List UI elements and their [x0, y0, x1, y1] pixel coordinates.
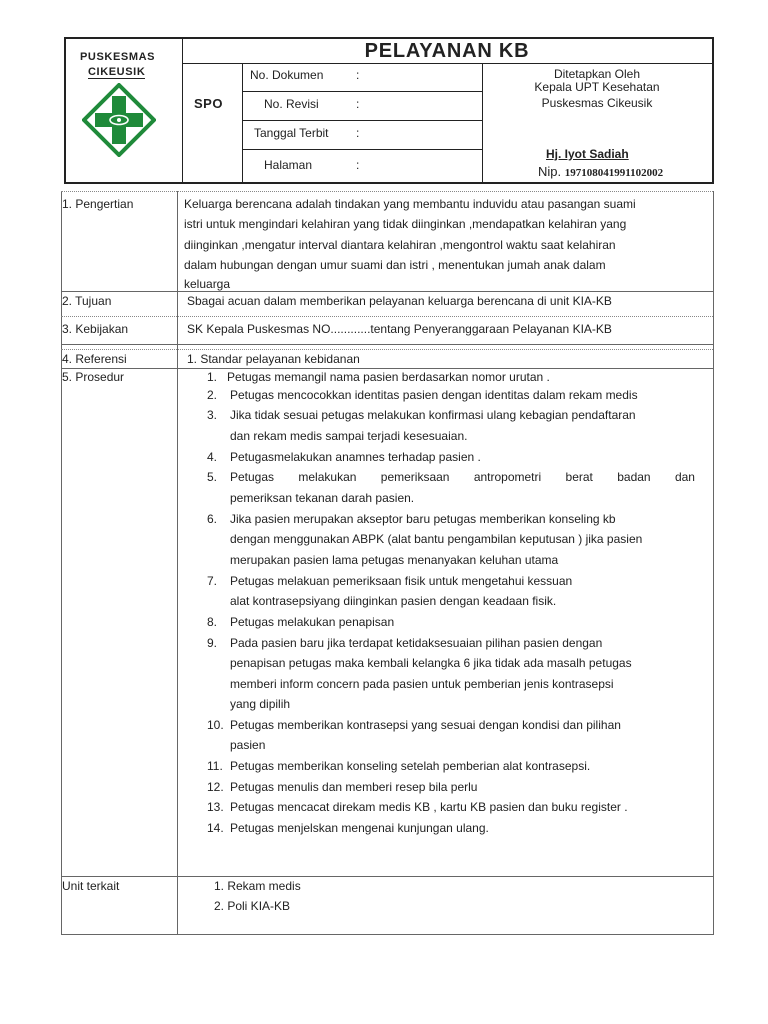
org-cell [66, 39, 183, 182]
row-divider [61, 316, 713, 317]
nip-label: Nip. [538, 164, 562, 179]
step-text: Jika tidak sesuai petugas melakukan konfirmasi ulang kebagian pendaftaran [230, 408, 636, 422]
pengertian-line: Keluarga berencana adalah tindakan yang membantu induvidu atau pasangan suami [184, 197, 636, 211]
sop-header [64, 37, 714, 184]
field-label: Tanggal Terbit [254, 126, 329, 140]
step-text-continued: dengan menggunakan ABPK (alat bantu pengambilan keputusan ) jika pasien [230, 532, 643, 546]
field-colon: : [356, 158, 360, 172]
puskesmas-logo [82, 83, 156, 157]
approval-line1: Ditetapkan Oleh [553, 67, 641, 81]
step-number: 1. [207, 370, 218, 384]
step-text: Petugas melakuan pemeriksaan fisik untuk mengetahui kessuan [230, 574, 573, 588]
step-number: 2. [207, 388, 218, 402]
row-label-prosedur: 5. Prosedur [62, 370, 125, 384]
step-number: 13. [207, 800, 224, 814]
document-fields [242, 63, 483, 182]
field-colon: : [356, 68, 360, 82]
row-divider [61, 368, 713, 369]
step-text: Jika pasien merupakan akseptor baru petugas memberikan konseling kb [230, 512, 616, 526]
row-label-pengertian: 1. Pengertian [62, 197, 134, 211]
step-text-continued: alat kontrasepsiyang diinginkan pasien dengan keadaan fisik. [230, 594, 557, 608]
pengertian-line: diinginkan ,mengatur interval diantara kelahiran ,mengontrol waktu saat kelahiran [184, 238, 616, 252]
step-text: Petugas memangil nama pasien berdasarkan nomor urutan . [227, 370, 550, 384]
field-colon: : [356, 97, 360, 111]
kebijakan-text: SK Kepala Puskesmas NO............tentang Penyeranggaraan Pelayanan KIA-KB [187, 322, 612, 336]
step-number: 6. [207, 512, 218, 526]
step-number: 4. [207, 450, 218, 464]
approver-nip [538, 164, 663, 179]
step-text: Petugas mencacat direkam medis KB , kartu KB pasien dan buku register . [230, 800, 628, 814]
step-word: Petugas [230, 470, 275, 484]
nip-value: 197108041991102002 [564, 167, 664, 179]
document-title: PELAYANAN KB [182, 39, 712, 64]
step-word: berat [565, 470, 593, 484]
org-name-line1: PUSKESMAS [80, 51, 156, 63]
row-label-referensi: 4. Referensi [62, 352, 127, 366]
unit-item: 1. Rekam medis [214, 879, 301, 893]
step-number: 14. [207, 821, 224, 835]
approval-line2: Kepala UPT Kesehatan [534, 80, 660, 94]
field-no-revisi [242, 92, 482, 121]
step-word: badan [617, 470, 651, 484]
approver-name: Hj. Iyot Sadiah [546, 147, 629, 161]
row-divider [61, 876, 713, 877]
step-text-continued: merupakan pasien lama petugas menanyakan keluhan utama [230, 553, 559, 567]
tujuan-text: Sbagai acuan dalam memberikan pelayanan keluarga berencana di unit KIA-KB [187, 294, 612, 308]
step-text: Pada pasien baru jika terdapat ketidaksesuaian pilihan pasien dengan [230, 636, 603, 650]
field-halaman [242, 153, 482, 182]
unit-item: 2. Poli KIA-KB [214, 899, 291, 913]
approval-line3: Puskesmas Cikeusik [541, 96, 653, 110]
field-label: No. Revisi [264, 97, 319, 111]
row-divider [61, 344, 713, 345]
field-colon: : [356, 126, 360, 140]
table-column-divider [177, 191, 178, 935]
step-text: Petugas mencocokkan identitas pasien dengan identitas dalam rekam medis [230, 388, 638, 402]
step-number: 5. [207, 470, 218, 484]
step-word: antropometri [473, 470, 542, 484]
step-number: 11. [207, 759, 223, 773]
step-text: Petugas melakukan penapisan [230, 615, 395, 629]
step-text: Petugas memberikan kontrasepsi yang sesuai dengan kondisi dan pilihan [230, 718, 621, 732]
step-text [230, 470, 695, 484]
referensi-text: 1. Standar pelayanan kebidanan [187, 352, 360, 366]
step-text: Petugas menulis dan memberi resep bila perlu [230, 780, 478, 794]
step-text-continued: pemeriksan tekanan darah pasien. [230, 491, 415, 505]
approval-cell [482, 63, 712, 182]
row-divider [61, 349, 713, 350]
step-number: 7. [207, 574, 218, 588]
pengertian-line: keluarga [184, 277, 231, 291]
step-text: Petugas memberikan konseling setelah pemberian alat kontrasepsi. [230, 759, 591, 773]
field-label: No. Dokumen [250, 68, 324, 82]
row-divider [61, 191, 713, 192]
field-no-dokumen [242, 63, 482, 92]
pengertian-line: dalam hubungan dengan umur suami dan istri , menentukan jumah anak dalam [184, 258, 606, 272]
step-word: melakukan [298, 470, 357, 484]
org-name-line2: CIKEUSIK [88, 66, 146, 78]
step-number: 8. [207, 615, 218, 629]
step-number: 12. [207, 780, 224, 794]
step-number: 3. [207, 408, 218, 422]
step-word: dan [674, 470, 695, 484]
step-number: 10. [207, 718, 224, 732]
field-label: Halaman [264, 158, 313, 172]
step-text-continued: penapisan petugas maka kembali kelangka 6 jika tidak ada masalh petugas [230, 656, 632, 670]
step-text-continued: yang dipilih [230, 697, 291, 711]
row-label-kebijakan: 3. Kebijakan [62, 322, 129, 336]
step-text-continued: dan rekam medis sampai terjadi kesesuaian. [230, 429, 468, 443]
step-text: Petugas menjelskan mengenai kunjungan ulang. [230, 821, 489, 835]
pengertian-line: istri untuk mengindari kelahiran yang tidak diinginkan ,mendapatkan kelahiran yang [184, 217, 627, 231]
field-tanggal-terbit [242, 121, 482, 150]
table-bottom-border [61, 934, 713, 935]
step-number: 9. [207, 636, 218, 650]
row-label-unit-terkait: Unit terkait [62, 879, 120, 893]
spo-cell [182, 63, 243, 182]
row-label-tujuan: 2. Tujuan [62, 294, 112, 308]
step-text-continued: memberi inform concern pada pasien untuk pemberian jenis kontrasepsi [230, 677, 614, 691]
spo-label: SPO [194, 96, 223, 111]
row-divider [61, 291, 713, 292]
step-word: pemeriksaan [380, 470, 450, 484]
step-text-continued: pasien [230, 738, 266, 752]
table-right-border [713, 191, 714, 935]
step-text: Petugasmelakukan anamnes terhadap pasien . [230, 450, 481, 464]
